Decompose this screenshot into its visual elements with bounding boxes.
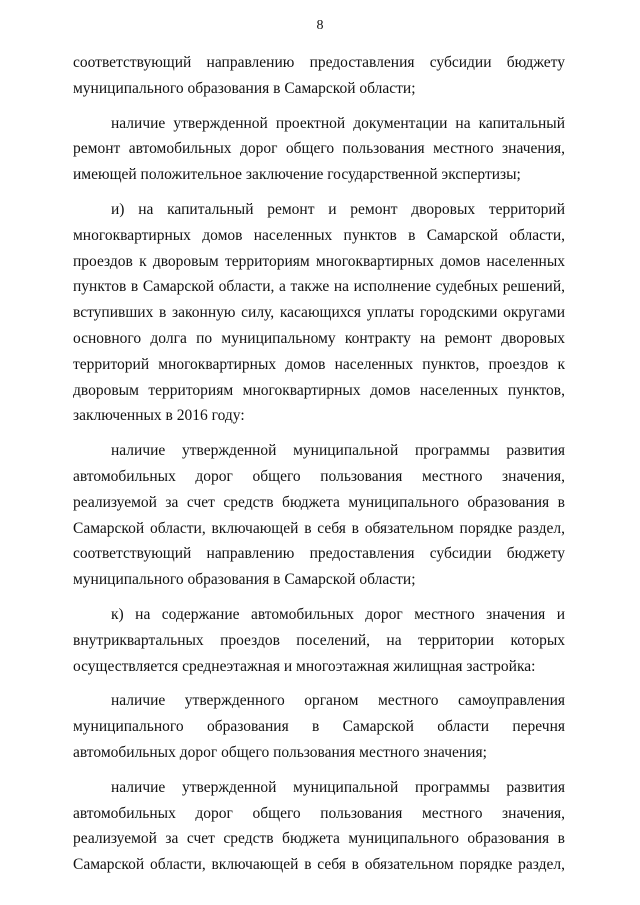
paragraph-4: наличие утвержденной муниципальной программы развития автомобильных дорог общего пользования местного значения, реализуемой за счет средств бюджета муниципального образования в Самарской области, включающей в себя в обязательном порядке раздел, соответствующий направлению предоставления субсидии бюджету муниципального образования в Самарской области; — [73, 442, 565, 589]
document-body — [73, 50, 565, 887]
paragraph-7: наличие утвержденной муниципальной программы развития автомобильных дорог общего пользования местного значения, реализуемой за счет средств бюджета муниципального образования в Самарской области, включающей в себя в обязательном порядке раздел, — [73, 778, 565, 874]
paragraph-2: наличие утвержденной проектной документации на капитальный ремонт автомобильных дорог общего пользования местного значения, имеющей положительное заключение государственной экспертизы; — [73, 114, 565, 184]
paragraph-1: соответствующий направлению предоставления субсидии бюджету муниципального образования в Самарской области; — [73, 54, 565, 97]
paragraph-5: к) на содержание автомобильных дорог местного значения и внутриквартальных проездов поселений, на территории которых осуществляется среднеэтажная и многоэтажная жилищная застройка: — [73, 605, 565, 675]
paragraph-6: наличие утвержденного органом местного самоуправления муниципального образования в Самарской области перечня автомобильных дорог общего пользования местного значения; — [73, 692, 565, 761]
paragraph-3: и) на капитальный ремонт и ремонт дворовых территорий многоквартирных домов населенных пунктов в Самарской области, проездов к дворовым территориям многоквартирных домов населенных пунктов в Самарской области, а также на исполнение судебных решений, вступивших в законную силу, касающихся уплаты городскими округами основного долга по муниципальному контракту на ремонт дворовых территорий многоквартирных домов населенных пунктов, проездов к дворовым территориям многоквартирных домов населенных пунктов, заключенных в 2016 году: — [73, 200, 565, 425]
page-number: 8 — [316, 18, 324, 33]
